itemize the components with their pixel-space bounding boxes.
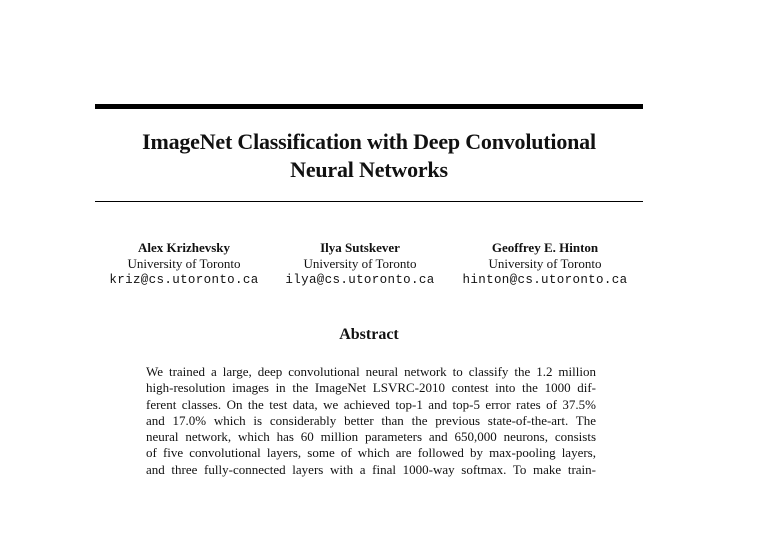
abstract-line: high-resolution images in the ImageNet LSVRC-2010 contest into the 1000 dif-	[146, 380, 596, 396]
abstract-line: ferent classes. On the test data, we achieved top-1 and top-5 error rates of 37.5%	[146, 396, 596, 412]
author-name: Alex Krizhevsky	[137, 240, 231, 255]
author-block	[100, 240, 268, 288]
title-top-rule	[95, 104, 643, 109]
author-email: hinton@cs.utoronto.ca	[462, 273, 628, 287]
abstract-body	[146, 364, 596, 478]
paper-title-line-1: ImageNet Classification with Deep Convolutional	[142, 129, 596, 154]
paper-title-line-2: Neural Networks	[290, 157, 448, 182]
author-email: ilya@cs.utoronto.ca	[285, 273, 435, 287]
author-affiliation: University of Toronto	[127, 256, 241, 271]
abstract-line: and 17.0% which is considerably better than the previous state-of-the-art. The	[146, 412, 596, 428]
title-bottom-rule	[95, 201, 643, 202]
paper-title	[95, 128, 643, 184]
author-affiliation: University of Toronto	[303, 256, 417, 271]
abstract-line: and three fully-connected layers with a final 1000-way softmax. To make train-	[146, 461, 596, 477]
author-email: kriz@cs.utoronto.ca	[109, 273, 259, 287]
author-name: Geoffrey E. Hinton	[491, 240, 599, 255]
author-name: Ilya Sutskever	[320, 240, 400, 255]
author-block	[452, 240, 638, 288]
author-block	[278, 240, 442, 288]
abstract-line: We trained a large, deep convolutional neural network to classify the 1.2 million	[146, 364, 596, 379]
abstract-line: of five convolutional layers, some of which are followed by max-pooling layers,	[146, 445, 596, 461]
author-affiliation: University of Toronto	[488, 256, 602, 271]
abstract-line: neural network, which has 60 million parameters and 650,000 neurons, consists	[146, 429, 596, 445]
abstract-heading: Abstract	[339, 326, 399, 343]
